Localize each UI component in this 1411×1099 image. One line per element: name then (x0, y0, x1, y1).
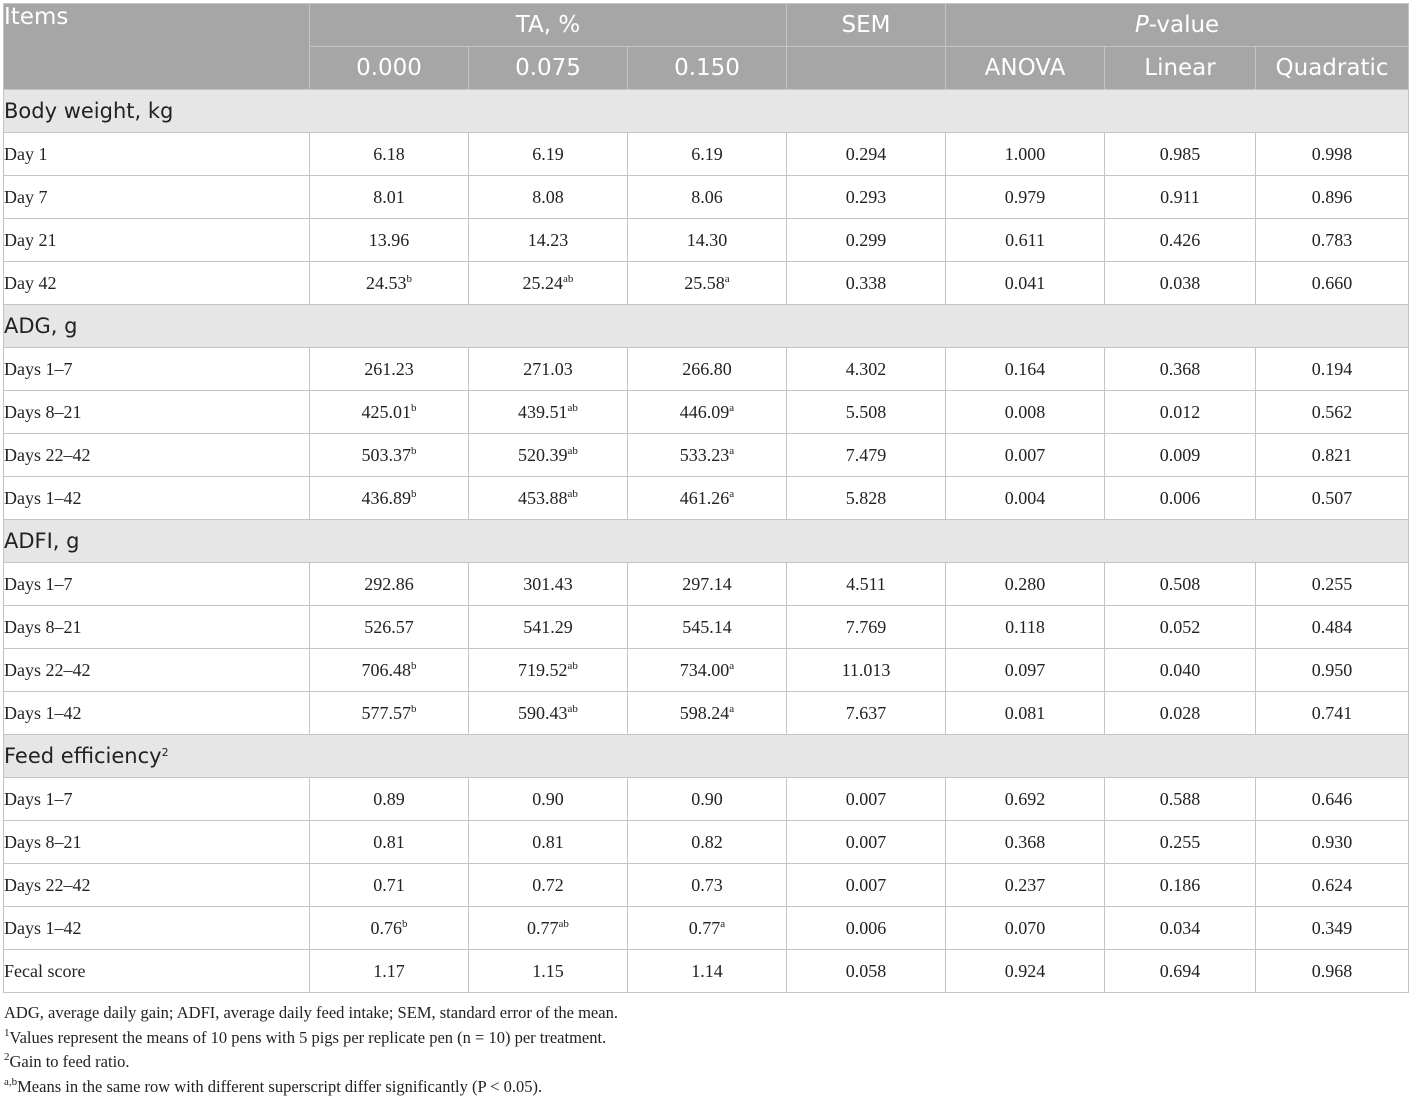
section-title (4, 305, 1409, 348)
footnote (4, 1075, 1404, 1099)
value-cell (310, 778, 469, 821)
sem-cell: 0.007 (787, 864, 946, 907)
value-cell (469, 692, 628, 735)
row-label: Fecal score (4, 950, 310, 993)
sem-header: SEM (787, 4, 946, 47)
footnote (4, 1001, 1404, 1026)
value-number: 598.24 (679, 702, 730, 723)
sem-cell: 5.508 (787, 391, 946, 434)
footnotes (4, 1001, 1404, 1099)
pvalue-cell: 0.368 (946, 821, 1105, 864)
row-label: Days 8–21 (4, 821, 310, 864)
pvalue-cell: 0.911 (1105, 176, 1256, 219)
value-number: 0.71 (373, 874, 405, 895)
value-cell (628, 950, 787, 993)
pvalue-cell: 0.741 (1256, 692, 1409, 735)
value-number: 8.08 (532, 186, 564, 207)
pvalue-cell: 0.507 (1256, 477, 1409, 520)
value-superscript: b (402, 917, 408, 930)
pvalue-cell: 0.968 (1256, 950, 1409, 993)
pvalue-cell: 0.646 (1256, 778, 1409, 821)
sem-cell: 0.007 (787, 821, 946, 864)
value-cell (469, 649, 628, 692)
row-label: Days 1–7 (4, 778, 310, 821)
value-number: 439.51 (518, 401, 568, 422)
pvalue-suffix: -value (1148, 12, 1220, 38)
value-cell (628, 477, 787, 520)
pvalue-cell: 0.979 (946, 176, 1105, 219)
pvalue-cell: 1.000 (946, 133, 1105, 176)
value-cell (628, 907, 787, 950)
sem-cell: 0.299 (787, 219, 946, 262)
value-number: 25.24 (522, 272, 564, 293)
pvalue-cell: 0.007 (946, 434, 1105, 477)
row-label: Days 1–7 (4, 348, 310, 391)
sem-cell: 0.006 (787, 907, 946, 950)
pcol-header: Quadratic (1256, 47, 1409, 90)
value-superscript: a (729, 444, 735, 457)
value-cell (469, 563, 628, 606)
row-label: Days 1–42 (4, 692, 310, 735)
pvalue-cell: 0.081 (946, 692, 1105, 735)
section-row (4, 735, 1409, 778)
sem-cell: 7.769 (787, 606, 946, 649)
pvalue-cell: 0.924 (946, 950, 1105, 993)
pvalue-cell: 0.611 (946, 219, 1105, 262)
pvalue-cell: 0.038 (1105, 262, 1256, 305)
header-row-1 (4, 4, 1409, 47)
section-title-text: ADG, g (4, 314, 78, 338)
value-number: 520.39 (518, 444, 568, 465)
value-superscript: b (406, 272, 412, 285)
table-row (4, 778, 1409, 821)
pvalue-cell: 0.985 (1105, 133, 1256, 176)
pvalue-cell: 0.237 (946, 864, 1105, 907)
value-cell (310, 692, 469, 735)
value-cell (310, 821, 469, 864)
pvalue-p: P (1134, 12, 1149, 38)
row-label: Days 22–42 (4, 649, 310, 692)
value-number: 6.18 (373, 143, 405, 164)
table-row (4, 133, 1409, 176)
section-row (4, 520, 1409, 563)
pvalue-cell: 0.368 (1105, 348, 1256, 391)
value-number: 297.14 (682, 573, 732, 594)
value-number: 503.37 (361, 444, 411, 465)
footnote-text: ADG, average daily gain; ADFI, average daily feed intake; SEM, standard error of the mean. (4, 1003, 618, 1022)
value-number: 0.76 (370, 917, 402, 938)
value-cell (310, 434, 469, 477)
pvalue-cell: 0.508 (1105, 563, 1256, 606)
sem-cell: 0.294 (787, 133, 946, 176)
value-number: 1.15 (532, 960, 564, 981)
value-superscript: b (411, 487, 417, 500)
value-superscript: b (411, 444, 417, 457)
pvalue-cell: 0.070 (946, 907, 1105, 950)
value-cell (310, 649, 469, 692)
table-row (4, 907, 1409, 950)
pvalue-cell: 0.194 (1256, 348, 1409, 391)
value-superscript: b (411, 659, 417, 672)
value-cell (310, 950, 469, 993)
footnote-marker: 2 (4, 1051, 10, 1063)
value-superscript: a (724, 272, 730, 285)
sem-cell: 0.058 (787, 950, 946, 993)
pvalue-cell: 0.004 (946, 477, 1105, 520)
value-cell (469, 778, 628, 821)
table-body (4, 90, 1409, 993)
pvalue-cell: 0.009 (1105, 434, 1256, 477)
value-number: 446.09 (679, 401, 730, 422)
value-cell (628, 606, 787, 649)
table-row (4, 821, 1409, 864)
value-number: 6.19 (691, 143, 723, 164)
value-superscript: ab (558, 917, 569, 930)
pvalue-cell: 0.562 (1256, 391, 1409, 434)
section-title (4, 735, 1409, 778)
value-cell (310, 348, 469, 391)
row-label: Day 42 (4, 262, 310, 305)
pvalue-cell: 0.012 (1105, 391, 1256, 434)
pvalue-cell: 0.028 (1105, 692, 1256, 735)
pvalue-cell: 0.118 (946, 606, 1105, 649)
pvalue-cell: 0.930 (1256, 821, 1409, 864)
value-cell (628, 864, 787, 907)
value-number: 24.53 (366, 272, 407, 293)
value-number: 8.06 (691, 186, 723, 207)
value-superscript: b (411, 702, 417, 715)
value-number: 8.01 (373, 186, 405, 207)
table-row (4, 477, 1409, 520)
value-superscript: a (729, 401, 735, 414)
table-row (4, 563, 1409, 606)
value-number: 0.81 (532, 831, 564, 852)
sem-cell: 4.302 (787, 348, 946, 391)
value-cell (469, 950, 628, 993)
value-number: 6.19 (532, 143, 564, 164)
value-cell (310, 262, 469, 305)
table-row (4, 692, 1409, 735)
value-cell (628, 821, 787, 864)
value-cell (469, 176, 628, 219)
sem-cell: 7.479 (787, 434, 946, 477)
pvalue-cell: 0.426 (1105, 219, 1256, 262)
value-number: 545.14 (682, 616, 732, 637)
row-label: Day 21 (4, 219, 310, 262)
value-cell (310, 391, 469, 434)
table-row (4, 391, 1409, 434)
pvalue-cell: 0.041 (946, 262, 1105, 305)
pvalue-cell: 0.006 (1105, 477, 1256, 520)
row-label: Days 8–21 (4, 391, 310, 434)
value-superscript: ab (567, 487, 578, 500)
row-label: Day 1 (4, 133, 310, 176)
row-label: Days 22–42 (4, 434, 310, 477)
value-cell (469, 821, 628, 864)
value-number: 0.89 (373, 788, 405, 809)
value-superscript: ab (567, 702, 578, 715)
value-cell (469, 219, 628, 262)
table-row (4, 176, 1409, 219)
value-number: 0.72 (532, 874, 564, 895)
value-cell (310, 477, 469, 520)
value-cell (310, 176, 469, 219)
table-row (4, 348, 1409, 391)
value-number: 0.73 (691, 874, 723, 895)
pvalue-cell: 0.950 (1256, 649, 1409, 692)
level-header: 0.075 (469, 47, 628, 90)
footnote-marker: a,b (4, 1075, 18, 1088)
pcol-header: Linear (1105, 47, 1256, 90)
value-cell (628, 434, 787, 477)
row-label: Days 8–21 (4, 606, 310, 649)
value-number: 577.57 (361, 702, 411, 723)
section-row (4, 305, 1409, 348)
items-header: Items (4, 4, 310, 90)
value-number: 271.03 (523, 358, 573, 379)
pvalue-cell: 0.186 (1105, 864, 1256, 907)
pvalue-cell: 0.052 (1105, 606, 1256, 649)
value-number: 14.23 (527, 229, 569, 250)
ta-header: TA, % (310, 4, 787, 47)
pvalue-header (946, 4, 1409, 47)
value-cell (628, 649, 787, 692)
value-cell (628, 176, 787, 219)
pvalue-cell: 0.694 (1105, 950, 1256, 993)
pvalue-cell: 0.821 (1256, 434, 1409, 477)
value-number: 13.96 (368, 229, 410, 250)
value-number: 266.80 (682, 358, 732, 379)
value-superscript: a (729, 702, 735, 715)
value-number: 719.52 (518, 659, 568, 680)
value-number: 453.88 (518, 487, 568, 508)
value-cell (628, 391, 787, 434)
section-title-text: Feed efficiency (4, 744, 162, 768)
value-number: 1.14 (691, 960, 723, 981)
pvalue-cell: 0.660 (1256, 262, 1409, 305)
value-number: 301.43 (523, 573, 573, 594)
value-superscript: a (729, 659, 735, 672)
value-cell (469, 348, 628, 391)
results-table (3, 3, 1409, 993)
value-number: 533.23 (679, 444, 730, 465)
pcol-header: ANOVA (946, 47, 1105, 90)
value-cell (469, 606, 628, 649)
footnote (4, 1050, 1404, 1075)
table-row (4, 864, 1409, 907)
footnote-marker: 1 (4, 1026, 10, 1039)
table-row (4, 219, 1409, 262)
value-number: 14.30 (686, 229, 728, 250)
row-label: Days 1–42 (4, 477, 310, 520)
value-superscript: a (729, 487, 735, 500)
value-number: 734.00 (679, 659, 730, 680)
pvalue-cell: 0.624 (1256, 864, 1409, 907)
table-row (4, 434, 1409, 477)
value-superscript: ab (563, 272, 574, 285)
pvalue-cell: 0.164 (946, 348, 1105, 391)
pvalue-cell: 0.783 (1256, 219, 1409, 262)
sem-cell: 11.013 (787, 649, 946, 692)
pvalue-cell: 0.034 (1105, 907, 1256, 950)
table-row (4, 649, 1409, 692)
value-cell (310, 606, 469, 649)
sem-cell: 4.511 (787, 563, 946, 606)
value-number: 0.90 (691, 788, 723, 809)
pvalue-cell: 0.008 (946, 391, 1105, 434)
pvalue-cell: 0.097 (946, 649, 1105, 692)
pvalue-cell: 0.692 (946, 778, 1105, 821)
value-cell (469, 133, 628, 176)
sem-header-blank (787, 47, 946, 90)
value-number: 706.48 (361, 659, 411, 680)
value-number: 590.43 (518, 702, 568, 723)
value-number: 0.81 (373, 831, 405, 852)
value-number: 526.57 (364, 616, 414, 637)
value-cell (628, 133, 787, 176)
footnote-text: Gain to feed ratio. (9, 1052, 130, 1071)
footnote (4, 1026, 1404, 1051)
value-cell (469, 262, 628, 305)
pvalue-cell: 0.998 (1256, 133, 1409, 176)
value-number: 541.29 (523, 616, 573, 637)
level-header: 0.000 (310, 47, 469, 90)
value-cell (310, 219, 469, 262)
pvalue-cell: 0.255 (1256, 563, 1409, 606)
value-cell (310, 907, 469, 950)
value-superscript: ab (567, 444, 578, 457)
section-title (4, 520, 1409, 563)
value-cell (469, 907, 628, 950)
pvalue-cell: 0.040 (1105, 649, 1256, 692)
sem-cell: 0.293 (787, 176, 946, 219)
table-row (4, 606, 1409, 649)
footnote-text: Means in the same row with different superscript differ significantly (P < 0.05). (17, 1076, 543, 1096)
value-superscript: b (411, 401, 417, 414)
section-row (4, 90, 1409, 133)
value-cell (628, 262, 787, 305)
value-number: 0.90 (532, 788, 564, 809)
value-cell (469, 434, 628, 477)
section-title-text: Body weight, kg (4, 99, 174, 123)
sem-cell: 0.338 (787, 262, 946, 305)
value-cell (628, 219, 787, 262)
value-number: 0.82 (691, 831, 723, 852)
value-number: 0.77 (527, 917, 559, 938)
pvalue-cell: 0.349 (1256, 907, 1409, 950)
pvalue-cell: 0.484 (1256, 606, 1409, 649)
section-title-sup: 2 (161, 746, 169, 759)
pvalue-cell: 0.588 (1105, 778, 1256, 821)
row-label: Days 1–7 (4, 563, 310, 606)
value-number: 25.58 (684, 272, 725, 293)
sem-cell: 5.828 (787, 477, 946, 520)
sem-cell: 7.637 (787, 692, 946, 735)
value-number: 436.89 (361, 487, 411, 508)
value-cell (310, 864, 469, 907)
value-superscript: ab (567, 659, 578, 672)
value-cell (628, 348, 787, 391)
value-number: 461.26 (679, 487, 730, 508)
value-number: 0.77 (688, 917, 721, 938)
value-cell (469, 864, 628, 907)
pvalue-cell: 0.280 (946, 563, 1105, 606)
pvalue-cell: 0.896 (1256, 176, 1409, 219)
table-row (4, 262, 1409, 305)
table-row (4, 950, 1409, 993)
section-title (4, 90, 1409, 133)
value-superscript: ab (567, 401, 578, 414)
value-cell (628, 692, 787, 735)
value-number: 425.01 (361, 401, 411, 422)
value-number: 292.86 (364, 573, 414, 594)
value-cell (310, 133, 469, 176)
level-header: 0.150 (628, 47, 787, 90)
sem-cell: 0.007 (787, 778, 946, 821)
value-cell (628, 778, 787, 821)
value-cell (469, 477, 628, 520)
footnote-text: Values represent the means of 10 pens with 5 pigs per replicate pen (n = 10) per treatment. (9, 1027, 607, 1047)
section-title-text: ADFI, g (4, 529, 80, 553)
pvalue-cell: 0.255 (1105, 821, 1256, 864)
value-superscript: a (720, 917, 726, 930)
row-label: Days 1–42 (4, 907, 310, 950)
value-cell (310, 563, 469, 606)
value-number: 261.23 (364, 358, 414, 379)
value-cell (469, 391, 628, 434)
row-label: Days 22–42 (4, 864, 310, 907)
value-cell (628, 563, 787, 606)
row-label: Day 7 (4, 176, 310, 219)
value-number: 1.17 (373, 960, 405, 981)
